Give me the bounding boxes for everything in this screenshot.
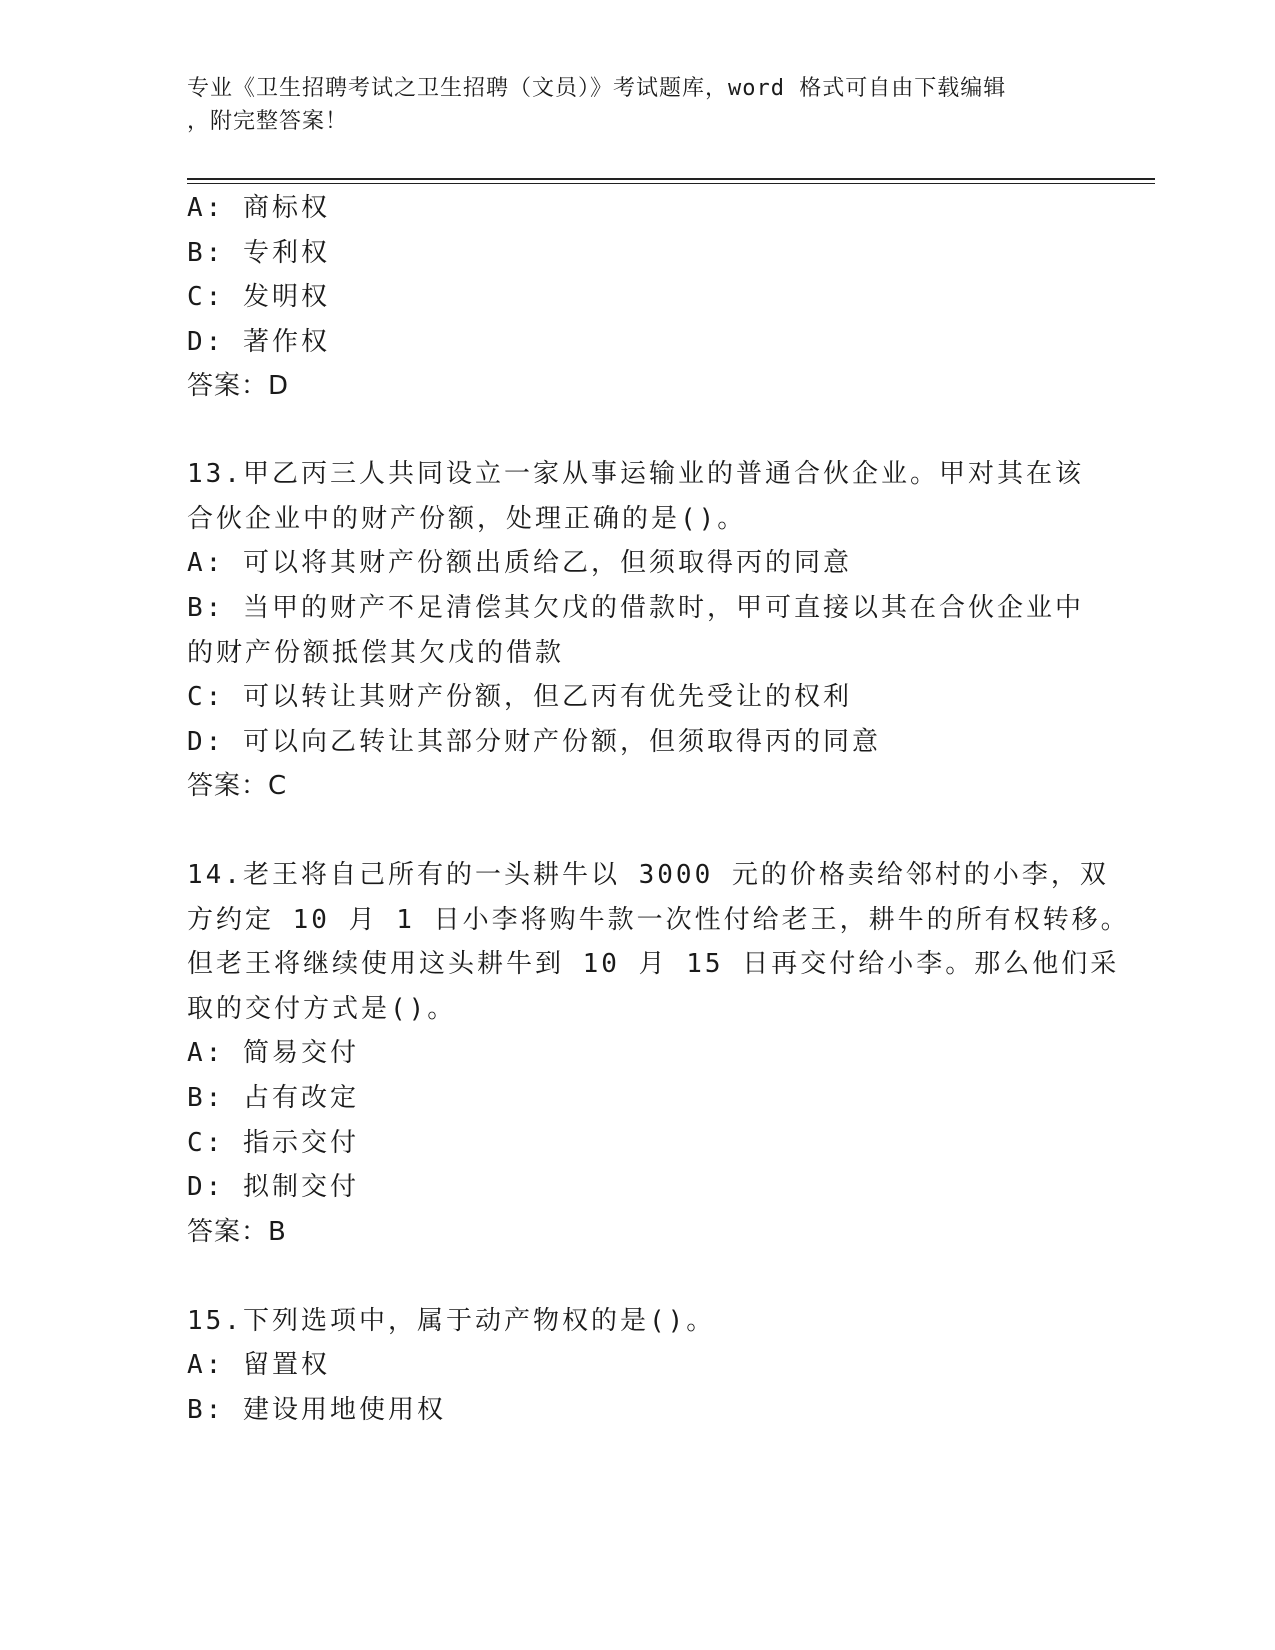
document-header — [187, 72, 1087, 138]
q15-option-a: A: 留置权 — [187, 1350, 330, 1380]
q13-option-b-cont: 的财产份额抵偿其欠戊的借款 — [187, 638, 565, 668]
q15-question: 15.下列选项中，属于动产物权的是()。 — [187, 1306, 716, 1336]
q12-option-a: A: 商标权 — [187, 193, 330, 223]
q12-answer: 答案：D — [187, 371, 290, 401]
q13-question-line-1: 13.甲乙丙三人共同设立一家从事运输业的普通合伙企业。甲对其在该 — [187, 459, 1084, 489]
q14-answer: 答案：B — [187, 1217, 287, 1247]
q12-option-c: C: 发明权 — [187, 282, 330, 312]
q15-option-b: B: 建设用地使用权 — [187, 1395, 446, 1425]
q14-question-line-4: 取的交付方式是()。 — [187, 994, 457, 1024]
q13-option-d: D: 可以向乙转让其部分财产份额，但须取得丙的同意 — [187, 727, 881, 757]
header-rule-thin — [187, 183, 1155, 184]
header-line-2: ，附完整答案！ — [187, 109, 349, 134]
q14-option-a: A: 简易交付 — [187, 1038, 359, 1068]
q14-option-c: C: 指示交付 — [187, 1128, 359, 1158]
header-rule-thick — [187, 178, 1155, 180]
q13-option-a: A: 可以将其财产份额出质给乙，但须取得丙的同意 — [187, 548, 852, 578]
q14-question-line-3: 但老王将继续使用这头耕牛到 10 月 15 日再交付给小李。那么他们采 — [187, 949, 1120, 979]
q14-question-line-1: 14.老王将自己所有的一头耕牛以 3000 元的价格卖给邻村的小李，双 — [187, 860, 1109, 890]
q13-question-line-2: 合伙企业中的财产份额，处理正确的是()。 — [187, 504, 747, 534]
q14-option-d: D: 拟制交付 — [187, 1172, 359, 1202]
q13-answer: 答案：C — [187, 771, 288, 801]
q12-option-b: B: 专利权 — [187, 238, 330, 268]
q13-option-b: B: 当甲的财产不足清偿其欠戊的借款时，甲可直接以其在合伙企业中 — [187, 593, 1084, 623]
q14-question-line-2: 方约定 10 月 1 日小李将购牛款一次性付给老王，耕牛的所有权转移。 — [187, 905, 1130, 935]
q14-option-b: B: 占有改定 — [187, 1083, 359, 1113]
q12-option-d: D: 著作权 — [187, 327, 330, 357]
header-line-1: 专业《卫生招聘考试之卫生招聘（文员）》考试题库，word 格式可自由下载编辑 — [187, 76, 1007, 101]
q13-option-c: C: 可以转让其财产份额，但乙丙有优先受让的权利 — [187, 682, 852, 712]
